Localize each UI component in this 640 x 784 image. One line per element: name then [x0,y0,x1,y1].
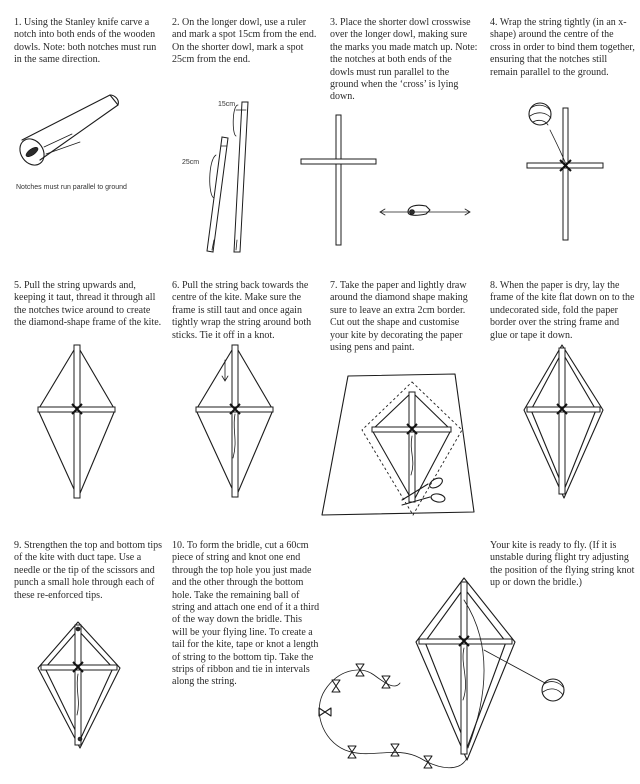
step-2-text: 2. On the longer dowl, use a ruler and mark a spot 15cm from the end. On the shorter dowl, mark a spot 25cm from the end. [172,17,317,66]
mark-25cm-label: 25cm [182,159,200,166]
step-7-text: 7. Take the paper and lightly draw around the diamond shape making sure to leave an extra 2cm border. Cut out the shape and customise your kite by decorating the paper using pens and paint. [330,280,468,354]
kite-tail [319,664,467,768]
mark-15cm-label: 15cm [218,101,236,108]
covered-kite-illustration [524,345,603,498]
step-5-text: 5. Pull the string upwards and, keeping it taut, thread it through all the notches twice around to create the diamond-shape frame of the kite. [14,280,162,329]
paper-cutout-illustration [322,374,474,515]
notches-caption: Notches must run parallel to ground [16,184,127,191]
step-9-text: 9. Strengthen the top and bottom tips of the kite with duct tape. Use a needle or the tip of the scissors and punch a small hole through each of these re-enforced tips. [14,540,163,601]
diamond-frame-illustration [38,345,115,498]
taped-kite-illustration [38,622,120,748]
step-1-text: 1. Using the Stanley knife carve a notch into both ends of the wooden dowls. Note: both notches must run in the same direction. [14,17,157,66]
marked-dowels-illustration [207,102,248,252]
step-4-text: 4. Wrap the string tightly (in an x-shape) around the centre of the cross in order to bind them together, ensuring that the notches still remain parallel to the ground. [490,17,635,78]
tied-frame-illustration [196,345,273,497]
step-11-text: Your kite is ready to fly. (If it is unstable during flight try adjusting the position of the flying string knot up or down the bridle.) [490,540,635,589]
step-10-text: 10. To form the bridle, cut a 60cm piece of string and knot one end through the top hole you just made and the other through the bottom hole. Take the remaining ball of string and attach one end of it a third of the way down the bridle. This will be your flying line. To create a tail for the kite, tape or knot a length of string to the bottom tip. Take the strips of ribbon and tie in intervals along the string. [172,540,320,688]
dowel-notch-illustration [15,95,118,170]
cross-illustration [301,115,470,245]
step-3-text: 3. Place the shorter dowl crosswise over the longer dowl, making sure the marks you made match up. Note: the notches at both ends of the dowls must run parallel to the ground when the ‘cross’ is lying down. [330,17,478,103]
step-8-text: 8. When the paper is dry, lay the frame of the kite flat down on to the undecorated side, fold the paper border over the string frame and glue or tape it down. [490,280,635,341]
step-6-text: 6. Pull the string back towards the centre of the kite. Make sure the frame is still taut and once again tightly wrap the string around both sticks. Tie it off in a knot. [172,280,312,341]
wrapped-cross-illustration [527,103,603,240]
finished-kite-illustration [319,578,564,768]
